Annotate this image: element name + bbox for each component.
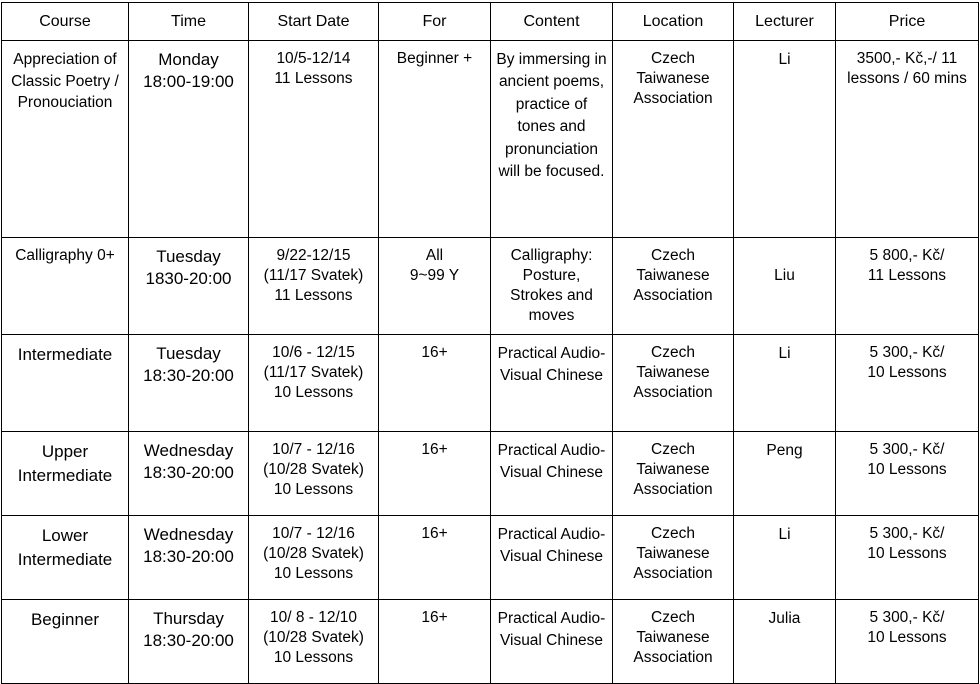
content-cell: By immersing in ancient poems, practice of tones and pronunciation will be focused.	[491, 41, 613, 238]
location-cell: Czech Taiwanese Association	[613, 41, 734, 238]
for-cell: All 9~99 Y	[379, 238, 491, 335]
lecturer-cell: Julia	[734, 600, 836, 684]
location-cell: Czech Taiwanese Association	[613, 600, 734, 684]
header-for: For	[379, 3, 491, 41]
content-cell: Calligraphy: Posture, Strokes and moves	[491, 238, 613, 335]
for-cell: 16+	[379, 600, 491, 684]
location-cell: Czech Taiwanese Association	[613, 432, 734, 516]
course-cell: Lower Intermediate	[2, 516, 129, 600]
header-start-date: Start Date	[249, 3, 379, 41]
start-date-cell: 10/ 8 - 12/10 (10/28 Svatek) 10 Lessons	[249, 600, 379, 684]
table-row	[2, 432, 979, 516]
header-lecturer: Lecturer	[734, 3, 836, 41]
for-cell: 16+	[379, 432, 491, 516]
time-cell: Monday 18:00-19:00	[129, 41, 249, 238]
header-price: Price	[836, 3, 979, 41]
lecturer-cell: Liu	[734, 238, 836, 335]
start-date-cell: 9/22-12/15 (11/17 Svatek) 11 Lessons	[249, 238, 379, 335]
price-cell: 3500,- Kč,-/ 11 lessons / 60 mins	[836, 41, 979, 238]
table-row	[2, 600, 979, 684]
content-cell: Practical Audio-Visual Chinese	[491, 335, 613, 432]
price-cell: 5 300,- Kč/ 10 Lessons	[836, 516, 979, 600]
content-cell: Practical Audio-Visual Chinese	[491, 600, 613, 684]
lecturer-cell: Li	[734, 335, 836, 432]
start-date-cell: 10/6 - 12/15 (11/17 Svatek) 10 Lessons	[249, 335, 379, 432]
price-cell: 5 300,- Kč/ 10 Lessons	[836, 335, 979, 432]
location-cell: Czech Taiwanese Association	[613, 238, 734, 335]
lecturer-cell: Li	[734, 516, 836, 600]
course-cell: Upper Intermediate	[2, 432, 129, 516]
course-cell: Calligraphy 0+	[2, 238, 129, 335]
content-cell: Practical Audio-Visual Chinese	[491, 432, 613, 516]
time-cell: Wednesday 18:30-20:00	[129, 432, 249, 516]
header-row	[2, 3, 979, 41]
start-date-cell: 10/7 - 12/16 (10/28 Svatek) 10 Lessons	[249, 432, 379, 516]
header-location: Location	[613, 3, 734, 41]
price-cell: 5 800,- Kč/ 11 Lessons	[836, 238, 979, 335]
header-time: Time	[129, 3, 249, 41]
time-cell: Tuesday 1830-20:00	[129, 238, 249, 335]
course-cell: Intermediate	[2, 335, 129, 432]
price-cell: 5 300,- Kč/ 10 Lessons	[836, 600, 979, 684]
lecturer-cell: Li	[734, 41, 836, 238]
content-cell: Practical Audio-Visual Chinese	[491, 516, 613, 600]
table-row	[2, 335, 979, 432]
location-cell: Czech Taiwanese Association	[613, 516, 734, 600]
table-row	[2, 41, 979, 238]
time-cell: Thursday 18:30-20:00	[129, 600, 249, 684]
for-cell: 16+	[379, 335, 491, 432]
time-cell: Wednesday 18:30-20:00	[129, 516, 249, 600]
header-course: Course	[2, 3, 129, 41]
start-date-cell: 10/7 - 12/16 (10/28 Svatek) 10 Lessons	[249, 516, 379, 600]
header-content: Content	[491, 3, 613, 41]
course-schedule-table	[1, 2, 979, 684]
price-cell: 5 300,- Kč/ 10 Lessons	[836, 432, 979, 516]
location-cell: Czech Taiwanese Association	[613, 335, 734, 432]
lecturer-cell: Peng	[734, 432, 836, 516]
start-date-cell: 10/5-12/14 11 Lessons	[249, 41, 379, 238]
for-cell: Beginner +	[379, 41, 491, 238]
for-cell: 16+	[379, 516, 491, 600]
course-cell: Beginner	[2, 600, 129, 684]
table-row	[2, 238, 979, 335]
course-cell: Appreciation of Classic Poetry / Pronouciation	[2, 41, 129, 238]
time-cell: Tuesday 18:30-20:00	[129, 335, 249, 432]
table-row	[2, 516, 979, 600]
